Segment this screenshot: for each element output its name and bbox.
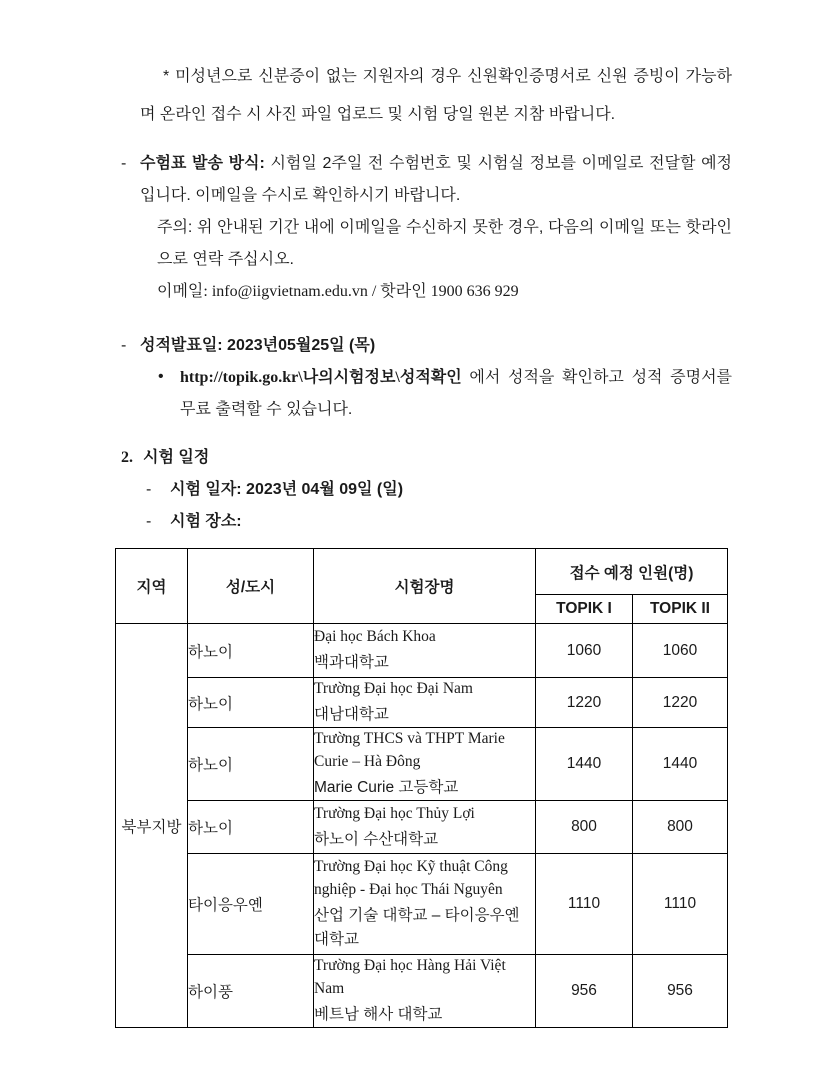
- venue-cell: [314, 728, 536, 801]
- table-row: [116, 624, 728, 678]
- exam-date-item: [146, 474, 732, 506]
- header-capacity: 접수 예정 인원(명): [536, 549, 728, 595]
- venue-name-vn: Đại học Bách Khoa: [314, 627, 436, 645]
- venue-cell: [314, 854, 536, 955]
- city-cell: 하노이: [188, 678, 314, 728]
- venue-name-vn: Trường Đại học Đại Nam: [314, 680, 473, 697]
- results-url-item: [158, 362, 732, 426]
- header-venue: 시험장명: [314, 549, 536, 624]
- city-cell: 하이풍: [188, 955, 314, 1028]
- admission-ticket-text: 시험일 2주일 전 수험번호 및 시험실 정보를 이메일로 전달할 예정입니다. 이메일을 수시로 확인하시기 바랍니다.: [140, 155, 732, 204]
- venue-name-kr: 백과대학교: [314, 654, 389, 672]
- results-date-item: [121, 330, 732, 362]
- table-row: [116, 678, 728, 728]
- asterisk-marker: *: [163, 68, 170, 85]
- topik1-count: 1060: [536, 624, 633, 678]
- venue-cell: [314, 955, 536, 1028]
- topik2-count: 800: [633, 801, 728, 854]
- admission-ticket-label: 수험표 발송 방식:: [140, 155, 265, 172]
- city-cell: 하노이: [188, 801, 314, 854]
- venue-name-vn: Trường Đại học Kỹ thuật Công nghiệp - Đại học Thái Nguyên: [314, 858, 508, 898]
- venue-name-kr: 대남대학교: [314, 706, 389, 724]
- venue-name-vn: Trường Đại học Hàng Hải Việt Nam: [314, 957, 506, 997]
- dash-marker: -: [146, 481, 152, 498]
- bullet-marker: •: [158, 368, 164, 385]
- venue-name-kr: 베트남 해사 대학교: [314, 1006, 443, 1024]
- table-header-row-1: [116, 549, 728, 595]
- header-city: 성/도시: [188, 549, 314, 624]
- header-region: 지역: [116, 549, 188, 624]
- header-topik1: TOPIK I: [536, 595, 633, 624]
- topik2-count: 1220: [633, 678, 728, 728]
- dash-marker: -: [121, 337, 127, 354]
- table-row: [116, 728, 728, 801]
- results-url-rest: 에서 성적을 확인하고 성적 증명서를 무료 출력할 수 있습니다.: [180, 369, 732, 418]
- results-url: http://topik.go.kr\나의시험정보\성적확인: [180, 369, 462, 386]
- topik1-count: 1220: [536, 678, 633, 728]
- topik1-count: 1440: [536, 728, 633, 801]
- topik1-count: 800: [536, 801, 633, 854]
- exam-venues-table: [115, 548, 728, 1028]
- city-cell: 하노이: [188, 624, 314, 678]
- dash-marker: -: [121, 155, 127, 172]
- city-cell: 하노이: [188, 728, 314, 801]
- topik2-count: 956: [633, 955, 728, 1028]
- exam-location-item: [146, 506, 732, 538]
- venue-name-kr: 하노이 수산대학교: [314, 831, 439, 849]
- region-cell: 북부지방: [116, 624, 188, 1028]
- contact-line: 이메일: info@iigvietnam.edu.vn / 핫라인 1900 636 929: [157, 283, 519, 300]
- venue-cell: [314, 624, 536, 678]
- minor-id-note-text: 미성년으로 신분증이 없는 지원자의 경우 신원확인증명서로 신원 증빙이 가능하며 온라인 접수 시 사진 파일 업로드 및 시험 당일 원본 지참 바랍니다.: [140, 68, 732, 123]
- exam-location-text: 시험 장소:: [170, 513, 242, 530]
- table-row: [116, 801, 728, 854]
- city-cell: 타이응우옌: [188, 854, 314, 955]
- section-2-heading: [121, 442, 732, 474]
- venue-cell: [314, 801, 536, 854]
- venue-cell: [314, 678, 536, 728]
- caution-paragraph: 주의: 위 안내된 기간 내에 이메일을 수신하지 못한 경우, 다음의 이메일 또는 핫라인으로 연락 주십시오.: [157, 219, 732, 268]
- section-number: 2.: [121, 449, 133, 466]
- topik2-count: 1060: [633, 624, 728, 678]
- venue-name-kr: 산업 기술 대학교 – 타이응우옌 대학교: [314, 907, 520, 949]
- results-date-text: 성적발표일: 2023년05월25일 (목): [140, 337, 376, 354]
- table-row: [116, 955, 728, 1028]
- admission-ticket-item: [121, 148, 732, 212]
- topik1-count: 1110: [536, 854, 633, 955]
- minor-id-note: [140, 58, 732, 134]
- venue-name-kr: Marie Curie 고등학교: [314, 779, 459, 797]
- exam-date-text: 시험 일자: 2023년 04월 09일 (일): [170, 481, 404, 498]
- venue-name-vn: Trường Đại học Thủy Lợi: [314, 804, 475, 822]
- section-title: 시험 일정: [143, 449, 210, 466]
- table-row: [116, 854, 728, 955]
- topik1-count: 956: [536, 955, 633, 1028]
- topik2-count: 1440: [633, 728, 728, 801]
- dash-marker: -: [146, 513, 152, 530]
- topik2-count: 1110: [633, 854, 728, 955]
- venue-name-vn: Trường THCS và THPT Marie Curie – Hà Đông: [314, 730, 505, 770]
- header-topik2: TOPIK II: [633, 595, 728, 624]
